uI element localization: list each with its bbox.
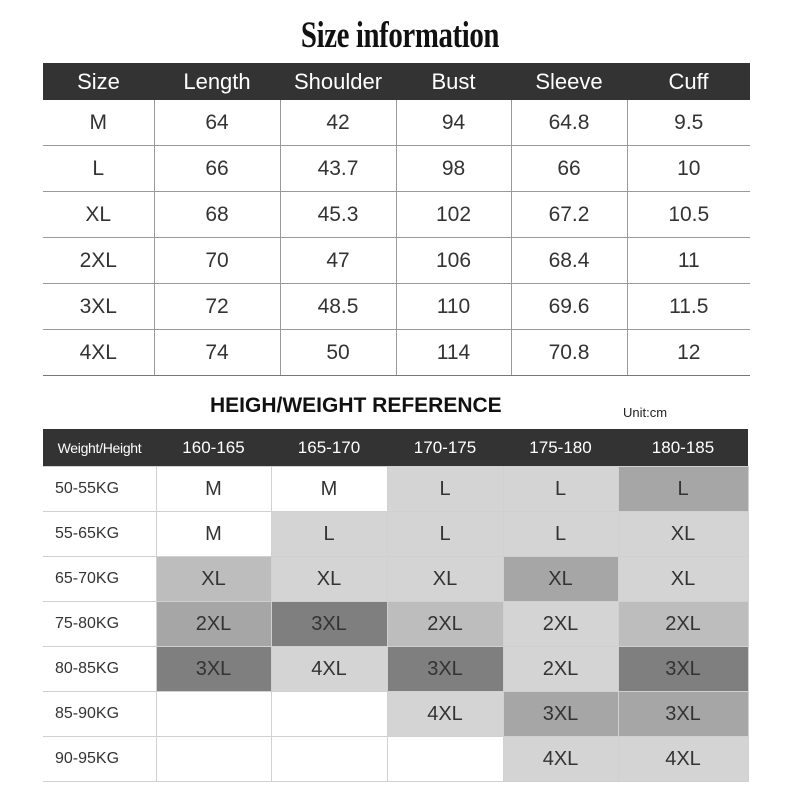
- size-cell: 2XL: [503, 647, 618, 692]
- size-cell: 3XL: [387, 647, 503, 692]
- reference-header-row: [43, 429, 748, 467]
- table-cell: 50: [280, 330, 396, 376]
- weight-label: 75-80KG: [43, 602, 156, 647]
- table-cell: 2XL: [43, 238, 154, 284]
- table-cell: 102: [396, 192, 511, 238]
- table-cell: 10.5: [627, 192, 750, 238]
- table-row: [43, 100, 750, 146]
- size-cell: M: [156, 467, 271, 512]
- table-cell: 66: [511, 146, 627, 192]
- weight-label: 55-65KG: [43, 512, 156, 557]
- size-cell: [271, 692, 387, 737]
- header-height-range: 160-165: [156, 429, 271, 467]
- table-cell: 11.5: [627, 284, 750, 330]
- table-row: [43, 512, 748, 557]
- size-cell: 4XL: [271, 647, 387, 692]
- header-size: Size: [43, 63, 154, 100]
- reference-table: [43, 429, 749, 782]
- size-cell: 2XL: [156, 602, 271, 647]
- size-cell: M: [271, 467, 387, 512]
- table-cell: 72: [154, 284, 280, 330]
- table-cell: 47: [280, 238, 396, 284]
- unit-label: Unit:cm: [623, 405, 668, 420]
- weight-label: 85-90KG: [43, 692, 156, 737]
- table-cell: 64.8: [511, 100, 627, 146]
- table-cell: 45.3: [280, 192, 396, 238]
- size-cell: XL: [156, 557, 271, 602]
- reference-title: HEIGH/WEIGHT REFERENCE: [210, 394, 502, 417]
- size-cell: XL: [618, 512, 748, 557]
- weight-label: 90-95KG: [43, 737, 156, 782]
- size-cell: L: [387, 467, 503, 512]
- table-cell: 106: [396, 238, 511, 284]
- weight-label: 65-70KG: [43, 557, 156, 602]
- header-height-range: 165-170: [271, 429, 387, 467]
- size-cell: 4XL: [387, 692, 503, 737]
- header-bust: Bust: [396, 63, 511, 100]
- page-title: Size information: [300, 15, 500, 56]
- table-cell: 4XL: [43, 330, 154, 376]
- table-cell: 74: [154, 330, 280, 376]
- size-cell: XL: [271, 557, 387, 602]
- table-cell: 110: [396, 284, 511, 330]
- table-cell: 114: [396, 330, 511, 376]
- table-row: [43, 146, 750, 192]
- table-cell: 68: [154, 192, 280, 238]
- size-cell: [387, 737, 503, 782]
- table-cell: 3XL: [43, 284, 154, 330]
- table-cell: 94: [396, 100, 511, 146]
- size-cell: XL: [618, 557, 748, 602]
- table-cell: 68.4: [511, 238, 627, 284]
- table-cell: 11: [627, 238, 750, 284]
- table-row: [43, 330, 750, 376]
- header-sleeve: Sleeve: [511, 63, 627, 100]
- table-row: [43, 737, 748, 782]
- size-cell: 2XL: [503, 602, 618, 647]
- size-cell: [271, 737, 387, 782]
- size-cell: 3XL: [618, 692, 748, 737]
- table-cell: 42: [280, 100, 396, 146]
- size-cell: L: [503, 467, 618, 512]
- table-cell: 9.5: [627, 100, 750, 146]
- size-cell: XL: [387, 557, 503, 602]
- table-row: [43, 647, 748, 692]
- header-weight-height: Weight/Height: [43, 429, 156, 467]
- weight-label: 50-55KG: [43, 467, 156, 512]
- size-cell: 4XL: [618, 737, 748, 782]
- size-cell: L: [503, 512, 618, 557]
- header-length: Length: [154, 63, 280, 100]
- table-cell: M: [43, 100, 154, 146]
- size-cell: M: [156, 512, 271, 557]
- header-shoulder: Shoulder: [280, 63, 396, 100]
- table-cell: 43.7: [280, 146, 396, 192]
- size-cell: 3XL: [618, 647, 748, 692]
- table-cell: 48.5: [280, 284, 396, 330]
- table-cell: XL: [43, 192, 154, 238]
- table-row: [43, 284, 750, 330]
- table-cell: 67.2: [511, 192, 627, 238]
- table-cell: 12: [627, 330, 750, 376]
- table-cell: L: [43, 146, 154, 192]
- table-cell: 66: [154, 146, 280, 192]
- size-table: [43, 63, 750, 376]
- table-cell: 70: [154, 238, 280, 284]
- weight-label: 80-85KG: [43, 647, 156, 692]
- header-height-range: 175-180: [503, 429, 618, 467]
- table-cell: 70.8: [511, 330, 627, 376]
- size-cell: 4XL: [503, 737, 618, 782]
- size-cell: L: [271, 512, 387, 557]
- table-cell: 98: [396, 146, 511, 192]
- size-cell: [156, 737, 271, 782]
- size-cell: 3XL: [156, 647, 271, 692]
- size-cell: L: [618, 467, 748, 512]
- size-cell: 3XL: [271, 602, 387, 647]
- table-row: [43, 467, 748, 512]
- table-row: [43, 602, 748, 647]
- table-row: [43, 692, 748, 737]
- table-cell: 10: [627, 146, 750, 192]
- header-cuff: Cuff: [627, 63, 750, 100]
- size-cell: [156, 692, 271, 737]
- header-height-range: 170-175: [387, 429, 503, 467]
- table-row: [43, 238, 750, 284]
- table-row: [43, 192, 750, 238]
- table-cell: 64: [154, 100, 280, 146]
- size-cell: 2XL: [618, 602, 748, 647]
- size-cell: 3XL: [503, 692, 618, 737]
- size-cell: 2XL: [387, 602, 503, 647]
- size-cell: L: [387, 512, 503, 557]
- size-table-header-row: [43, 63, 750, 100]
- table-cell: 69.6: [511, 284, 627, 330]
- header-height-range: 180-185: [618, 429, 748, 467]
- size-cell: XL: [503, 557, 618, 602]
- table-row: [43, 557, 748, 602]
